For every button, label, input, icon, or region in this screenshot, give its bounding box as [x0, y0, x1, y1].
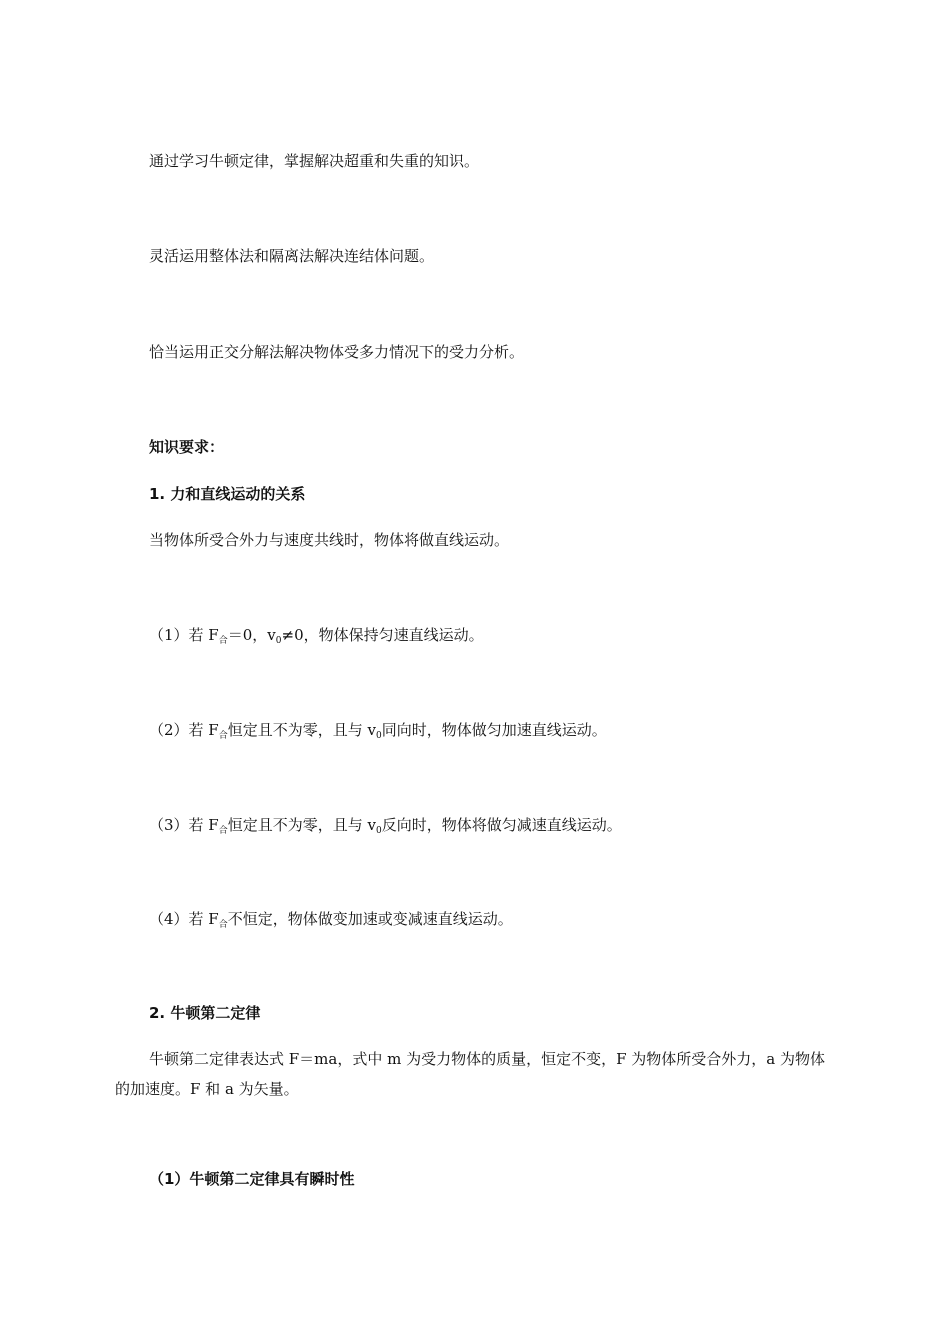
- section2-paragraph: 牛顿第二定律表达式 F＝ma，式中 m 为受力物体的质量，恒定不变，F 为物体所受合外力，a 为物体的加速度。F 和 a 为矢量。: [115, 1050, 825, 1098]
- item-text: 恒定且不为零，且与 v: [227, 816, 376, 834]
- subscript: 合: [218, 826, 228, 836]
- item-prefix: （2）若 F: [149, 721, 219, 739]
- item-prefix: （4）若 F: [149, 910, 219, 928]
- condition-item-4: [149, 909, 513, 935]
- subscript: 合: [218, 636, 228, 646]
- condition-item-1: [149, 625, 484, 651]
- goal-3: 恰当运用正交分解法解决物体受多力情况下的受力分析。: [149, 343, 525, 361]
- section2-heading: 2. 牛顿第二定律: [149, 1004, 261, 1022]
- subscript: 0: [376, 731, 382, 741]
- knowledge-heading: 知识要求：: [149, 438, 225, 456]
- subscript: 合: [218, 731, 228, 741]
- item-rest: 反向时，物体将做匀减速直线运动。: [381, 816, 622, 834]
- goal-2: 灵活运用整体法和隔离法解决连结体问题。: [149, 247, 435, 265]
- item-rest: ≠0，物体保持匀速直线运动。: [281, 626, 484, 644]
- condition-item-2: [149, 720, 607, 746]
- item-rest: 同向时，物体做匀加速直线运动。: [381, 721, 607, 739]
- subscript: 0: [275, 636, 282, 646]
- subscript: 合: [218, 920, 228, 930]
- section2-subheading: （1）牛顿第二定律具有瞬时性: [149, 1170, 355, 1188]
- section1-intro: 当物体所受合外力与速度共线时，物体将做直线运动。: [149, 531, 510, 549]
- item-text: 不恒定，物体做变加速或变减速直线运动。: [227, 910, 513, 928]
- item-text: ＝0，v: [227, 626, 276, 644]
- item-text: 恒定且不为零，且与 v: [227, 721, 376, 739]
- item-prefix: （3）若 F: [149, 816, 219, 834]
- goal-1: 通过学习牛顿定律，掌握解决超重和失重的知识。: [149, 152, 480, 170]
- subscript: 0: [376, 826, 382, 836]
- section1-heading: 1. 力和直线运动的关系: [149, 485, 306, 503]
- item-prefix: （1）若 F: [149, 626, 219, 644]
- condition-item-3: [149, 815, 622, 841]
